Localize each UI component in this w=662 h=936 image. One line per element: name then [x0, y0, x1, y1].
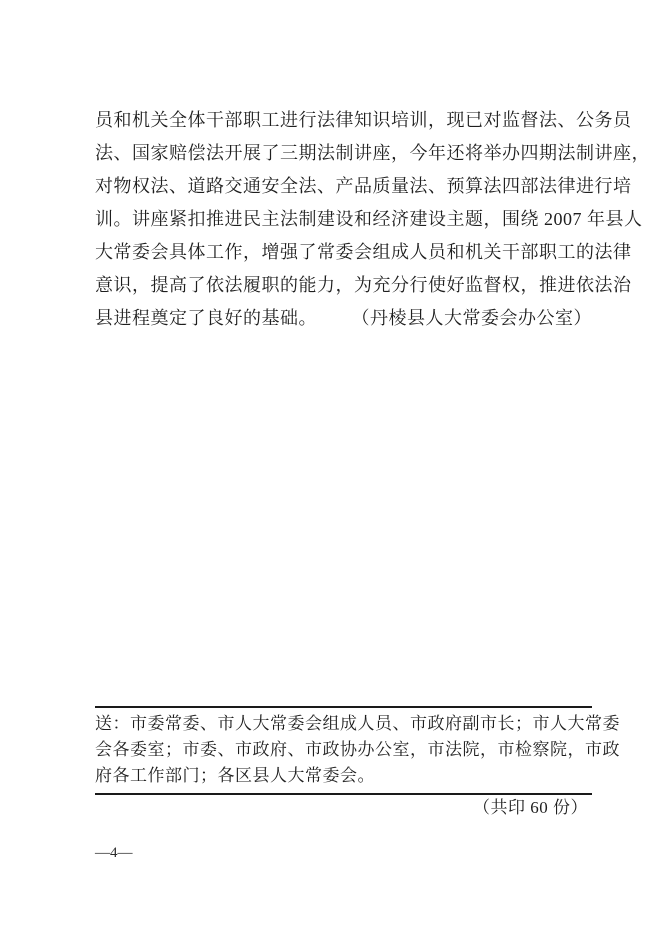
body-closing-text: 县进程奠定了良好的基础。	[95, 308, 317, 328]
distribution-line: 送：市委常委、市人大常委会组成人员、市政府副市长；市人大常委	[95, 714, 620, 733]
distribution-line: 会各委室；市委、市政府、市政协办公室，市法院，市检察院，市政	[95, 740, 620, 759]
body-closing-line	[95, 302, 592, 335]
body-text-line: 意识，提高了依法履职的能力，为充分行使好监督权，推进依法治	[95, 275, 632, 295]
body-text-line: 大常委会具体工作，增强了常委会组成人员和机关干部职工的法律	[95, 242, 632, 262]
body-text-line: 对物权法、道路交通安全法、产品质量法、预算法四部法律进行培	[95, 176, 632, 196]
print-count-note: （共印 60 份）	[473, 798, 588, 817]
distribution-list	[95, 706, 620, 795]
attribution-office: （丹棱县人大常委会办公室）	[351, 308, 592, 328]
document-body	[95, 104, 650, 335]
body-text-line: 训。讲座紧扣推进民主法制建设和经济建设主题，围绕 2007 年县人	[95, 209, 643, 229]
body-text-line: 法、国家赔偿法开展了三期法制讲座，今年还将举办四期法制讲座，	[95, 143, 650, 163]
page-number: —4—	[95, 845, 133, 861]
distribution-line: 府各工作部门；各区县人大常委会。	[95, 766, 375, 785]
body-text-line: 员和机关全体干部职工进行法律知识培训，现已对监督法、公务员	[95, 110, 632, 130]
